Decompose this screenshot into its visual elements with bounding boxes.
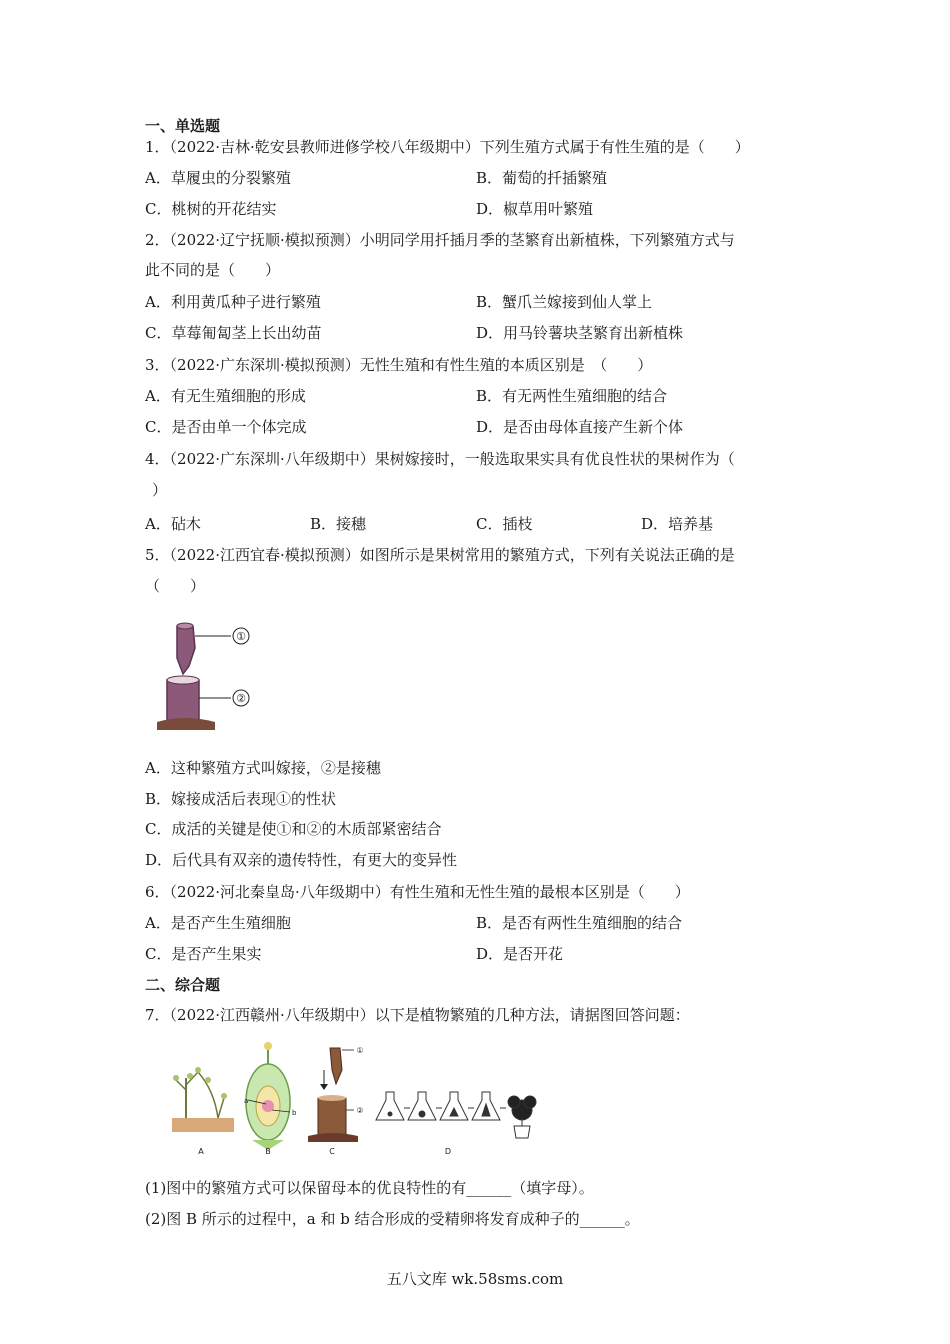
question-5-stem-line1: 5．（2022·江西宜春·模拟预测）如图所示是果树常用的繁殖方式，下列有关说法正确的是 — [145, 546, 735, 564]
ground-shape — [157, 718, 215, 730]
section-title-comprehensive: 二、综合题 — [145, 976, 221, 994]
q1-option-d: D．椒草用叶繁殖 — [476, 200, 594, 218]
figure-label-d: D — [444, 1147, 452, 1156]
q4-option-d: D．培养基 — [641, 515, 714, 533]
figure-label-c2: ② — [356, 1106, 364, 1115]
figure-label-small-a: a — [244, 1097, 249, 1105]
q1-option-c: C．桃树的开花结实 — [145, 200, 277, 218]
section-title-single-choice: 一、单选题 — [145, 117, 221, 135]
q5-option-a: A．这种繁殖方式叫嫁接，②是接穗 — [145, 759, 381, 777]
scion-top — [177, 623, 193, 629]
question-2-stem-line2: 此不同的是（ ） — [145, 261, 281, 279]
question-7-sub-1: (1)图中的繁殖方式可以保留母本的优良特性的有______（填字母）。 — [145, 1179, 594, 1197]
figure-label-b: B — [265, 1147, 271, 1156]
q5-option-c: C．成活的关键是使①和②的木质部紧密结合 — [145, 820, 442, 838]
stock-shape — [167, 680, 199, 722]
figure-label-2: ② — [236, 692, 246, 705]
figure-b-fertilization — [244, 1042, 297, 1156]
figure-label-small-b: b — [292, 1109, 297, 1117]
question-4-stem-line2: ） — [152, 481, 168, 499]
figure-d-tissue-culture — [376, 1092, 536, 1156]
q1-option-b: B．葡萄的扦插繁殖 — [476, 169, 608, 187]
question-5-stem-line2: （ ） — [145, 577, 206, 595]
question-2-stem-line1: 2．（2022·辽宁抚顺·模拟预测）小明同学用扦插月季的茎繁育出新植株，下列繁殖方式与 — [145, 231, 735, 249]
q3-option-c: C．是否由单一个体完成 — [145, 418, 307, 436]
page-footer: 五八文库 wk.58sms.com — [386, 1270, 564, 1288]
q1-option-a: A．草履虫的分裂繁殖 — [145, 169, 291, 187]
stock-top — [167, 676, 199, 684]
q4-option-a: A．砧木 — [145, 515, 201, 533]
q3-option-d: D．是否由母体直接产生新个体 — [476, 418, 684, 436]
figure-label-1: ① — [236, 630, 246, 643]
q2-option-b: B．蟹爪兰嫁接到仙人掌上 — [476, 293, 653, 311]
question-7-stem: 7．（2022·江西赣州·八年级期中）以下是植物繁殖的几种方法，请据图回答问题： — [145, 1006, 690, 1024]
figure-label-c1: ① — [356, 1046, 364, 1055]
q2-option-d: D．用马铃薯块茎繁育出新植株 — [476, 324, 684, 342]
grafting-figure — [155, 618, 265, 738]
q3-option-b: B．有无两性生殖细胞的结合 — [476, 387, 668, 405]
question-3-stem: 3．（2022·广东深圳·模拟预测）无性生殖和有性生殖的本质区别是 （ ） — [145, 356, 653, 374]
q4-option-b: B．接穗 — [310, 515, 367, 533]
q2-option-c: C．草莓匍匐茎上长出幼苗 — [145, 324, 322, 342]
soil-a — [172, 1118, 234, 1132]
q6-option-a: A．是否产生生殖细胞 — [145, 914, 291, 932]
propagation-methods-figure — [168, 1040, 553, 1160]
q3-option-a: A．有无生殖细胞的形成 — [145, 387, 306, 405]
question-4-stem-line1: 4．（2022·广东深圳·八年级期中）果树嫁接时，一般选取果实具有优良性状的果树作为（ — [145, 450, 735, 468]
q5-option-b: B．嫁接成活后表现①的性状 — [145, 790, 337, 808]
q6-option-b: B．是否有两性生殖细胞的结合 — [476, 914, 683, 932]
scion-shape — [177, 626, 195, 674]
q6-option-c: C．是否产生果实 — [145, 945, 262, 963]
q5-option-d: D．后代具有双亲的遗传特性，有更大的变异性 — [145, 851, 458, 869]
figure-label-c: C — [329, 1147, 335, 1156]
figure-c-grafting — [308, 1046, 364, 1156]
question-6-stem: 6．（2022·河北秦皇岛·八年级期中）有性生殖和无性生殖的最根本区别是（ ） — [145, 883, 690, 901]
q2-option-a: A．利用黄瓜种子进行繁殖 — [145, 293, 321, 311]
figure-a-layering — [172, 1067, 234, 1156]
figure-label-a: A — [198, 1147, 204, 1156]
question-1-stem: 1．（2022·吉林·乾安县教师进修学校八年级期中）下列生殖方式属于有性生殖的是（ ） — [145, 138, 750, 156]
q6-option-d: D．是否开花 — [476, 945, 564, 963]
q4-option-c: C．插枝 — [476, 515, 533, 533]
question-7-sub-2: (2)图 B 所示的过程中，a 和 b 结合形成的受精卵将发育成种子的______。 — [145, 1210, 640, 1228]
